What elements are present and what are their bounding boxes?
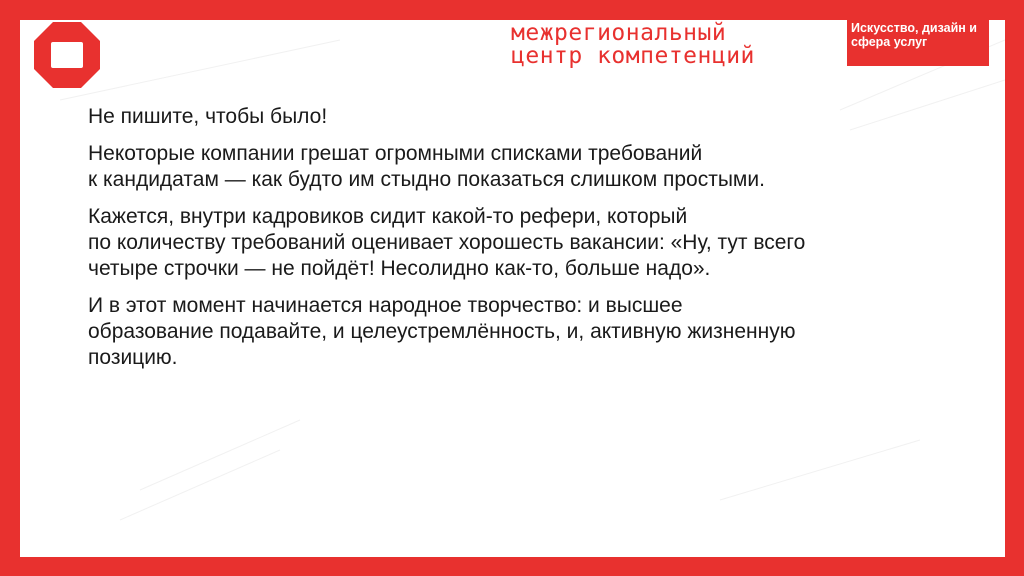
category-tag: Искусство, дизайн и сфера услуг	[847, 20, 989, 66]
slide	[20, 20, 1005, 557]
paragraph-1: Не пишите, чтобы было!	[88, 105, 328, 128]
slide-body	[88, 104, 968, 382]
paragraph-4: И в этот момент начинается народное творчество: и высшее образование подавайте, и целеустремлённость, и, активную жизненную позицию.	[88, 294, 796, 369]
brand-line-2: центр компетенций	[511, 43, 755, 69]
brand-line-1: межрегиональный	[511, 20, 727, 46]
paragraph-2: Некоторые компании грешат огромными списками требований к кандидатам — как будто им стыдно показаться слишком простыми.	[88, 142, 765, 191]
logo-icon	[34, 22, 100, 88]
brand-wordmark	[511, 22, 755, 68]
paragraph-3: Кажется, внутри кадровиков сидит какой-то рефери, который по количеству требований оценивает хорошесть вакансии: «Ну, тут всего четыре строчки — не пойдёт! Несолидно как-то, больше надо».	[88, 205, 806, 280]
